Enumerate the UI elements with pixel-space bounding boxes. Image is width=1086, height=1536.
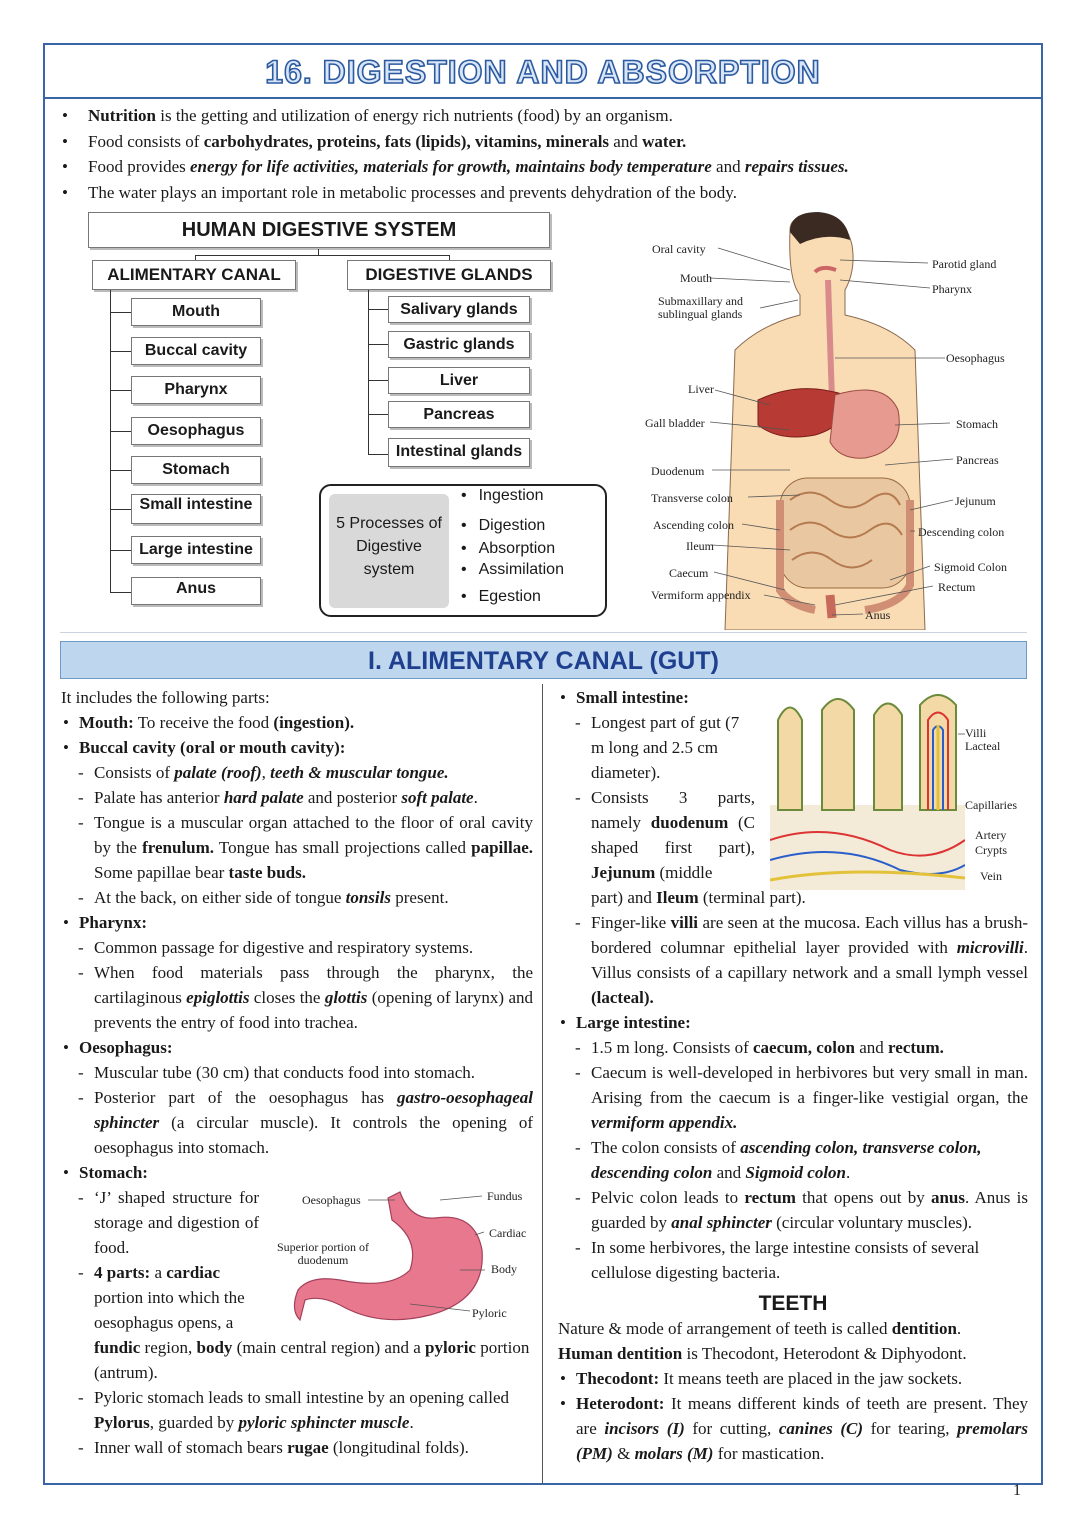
pharynx-heading: • Pharynx: [61,910,533,935]
label-fundus: Fundus [487,1189,523,1203]
canal-item: Buccal cavity [131,337,261,365]
canal-item: Oesophagus [131,417,261,445]
label-villi: Villi [965,726,987,740]
label-superior-duodenum: Superior portion of duodenum [277,1240,369,1267]
glands-heading: DIGESTIVE GLANDS [347,260,551,290]
intro-item: • Food provides energy for life activities, materials for growth, maintains body temperature and repairs tissues. [60,154,1035,180]
gland-item: Intestinal glands [388,438,530,467]
processes-title: 5 Processes of Digestive system [329,494,449,608]
canal-item: Anus [131,577,261,605]
canal-item: Small intestine [131,494,261,524]
small-intestine-heading: • Small intestine: [558,685,1028,710]
label-mouth: Mouth [680,271,713,285]
intro-item: • Food consists of carbohydrates, proteins, fats (lipids), vitamins, minerals and water. [60,129,1035,155]
process-item: • Digestion [461,517,545,535]
label-gall-bladder: Gall bladder [645,416,705,430]
process-item: • Ingestion [461,487,544,505]
page-number: 1 [1013,1482,1021,1499]
label-descending-colon: Descending colon [918,525,1005,539]
canal-item: Pharynx [131,376,261,404]
label-pharynx: Pharynx [932,282,972,296]
label-lacteal: Lacteal [965,739,1001,753]
process-item: • Egestion [461,588,541,606]
canal-item: Mouth [131,298,261,326]
oesophagus-heading: • Oesophagus: [61,1035,533,1060]
large-intestine-heading: • Large intestine: [558,1010,1028,1035]
process-item: • Assimilation [461,561,564,579]
label-pyloric: Pyloric [472,1306,507,1320]
intro-item: • The water plays an important role in metabolic processes and prevents dehydration of the body. [60,180,1035,206]
gland-item: Salivary glands [388,296,530,323]
section-title: I. ALIMENTARY CANAL (GUT) [60,641,1027,679]
label-transverse-colon: Transverse colon [651,491,733,505]
label-ascending-colon: Ascending colon [653,518,734,532]
label-anus: Anus [865,608,891,622]
process-item: • Absorption [461,540,555,558]
left-column: It includes the following parts: • Mouth: To receive the food (ingestion). • Buccal cavity (oral or mouth cavity): - Consists of palate (roof), teeth & muscular tongue. - Palate has anterior hard palate and posterior soft palate. - Tongue is a muscular organ attached to the floor of oral cavity by the frenulum. Tongue has small projections called papillae. Some papillae bear taste buds. - At the back, on either side of tongue tonsils present. • Pharynx: - Common passage for digestive and respiratory systems. - When food materials pass through the pharynx, the cartilaginous epiglottis closes the glottis (opening of larynx) and prevents the entry of food into trachea. • Oesophagus: - Muscular tube (30 cm) that conducts food into stomach. - Posterior part of the oesophagus has gastro-oesophageal sphincter (a circular muscle). It controls the opening of oesophagus into stomach. • Stomach: - ‘J’ shaped structure for storage and digestion of food. - 4 parts: a cardiac portion into which the oesophagus opens, a fundic region, body (main central region) and a pyloric portion (antrum). - Pyloric stomach leads to small intestine by an opening called Pylorus, guarded by pyloric sphincter muscle. - Inner wall of stomach bears rugae (longitudinal folds). [61,685,533,1460]
page-title-bar [45,45,1041,99]
label-oesophagus: Oesophagus [946,351,1005,365]
section-divider [60,632,1027,633]
column-divider [542,684,543,1484]
label-sigmoid-colon: Sigmoid Colon [934,560,1008,574]
label-vein: Vein [980,869,1002,883]
mouth-item: • Mouth: To receive the food (ingestion). [61,710,533,735]
label-parotid: Parotid gland [932,257,997,271]
intro-item: • Nutrition is the getting and utilization of energy rich nutrients (food) by an organism. [60,103,1035,129]
gland-item: Gastric glands [388,331,530,358]
page-title: 16. DIGESTION AND ABSORPTION [265,54,821,90]
label-crypts: Crypts [975,843,1008,857]
label-duodenum: Duodenum [651,464,705,478]
intro-list [60,103,1035,205]
label-jejunum: Jejunum [955,494,996,508]
buccal-heading: • Buccal cavity (oral or mouth cavity): [61,735,533,760]
label-caecum: Caecum [669,566,709,580]
right-column: • Small intestine: - Longest part of gut (7 m long and 2.5 cm diameter). - Consists 3 parts, namely duodenum (C shaped first part), Jejunum (middle part) and Ileum (terminal part). - Finger-like villi are seen at the mucosa. Each villus has a brush-bordered columnar epithelial layer provided with microvilli. Villus consists of a capillary network and a small lymph vessel (lacteal). • Large intestine: - 1.5 m long. Consists of caecum, colon and rectum. - Caecum is well-developed in herbivores but very small in man. Arising from the caecum is a finger-like vestigial organ, the vermiform appendix. - The colon consists of ascending colon, transverse colon, descending colon and Sigmoid colon. - Pelvic colon leads to rectum that opens out by anus. Anus is guarded by anal sphincter (circular voluntary muscles). - In some herbivores, the large intestine consists of several cellulose digesting bacteria. TEETH Nature & mode of arrangement of teeth is called dentition. Human dentition is Thecodont, Heterodont & Diphyodont. • Thecodont: It means teeth are placed in the jaw sockets. • Heterodont: It means different kinds of teeth are present. They are incisors (I) for cutting, canines (C) for tearing, premolars (PM) & molars (M) for mastication. [558,685,1028,1466]
label-artery: Artery [975,828,1007,842]
stomach-heading: • Stomach: [61,1160,533,1185]
label-liver: Liver [688,382,714,396]
label-submaxillary: Submaxillary and sublingual glands [658,294,743,321]
label-body: Body [491,1262,518,1276]
teeth-heading: TEETH [758,1292,828,1315]
canal-item: Stomach [131,456,261,484]
label-stomach: Stomach [956,417,998,431]
label-stomach-oesophagus: Oesophagus [302,1193,361,1207]
label-pancreas: Pancreas [956,453,999,467]
gland-item: Pancreas [388,401,530,428]
canal-item: Large intestine [131,536,261,564]
chart-root: HUMAN DIGESTIVE SYSTEM [88,212,550,248]
label-capillaries: Capillaries [965,798,1017,812]
label-appendix: Vermiform appendix [651,588,751,602]
label-ileum: Ileum [686,539,714,553]
gland-item: Liver [388,367,530,394]
label-cardiac: Cardiac [489,1226,527,1240]
label-rectum: Rectum [938,580,976,594]
label-oral-cavity: Oral cavity [652,242,706,256]
canal-heading: ALIMENTARY CANAL [92,260,296,290]
